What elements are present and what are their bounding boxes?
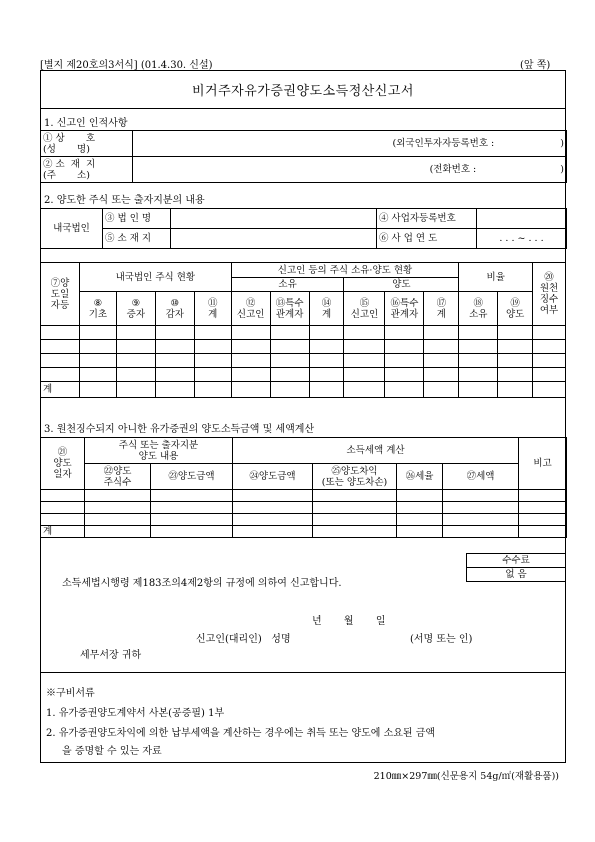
col-transfer-related: ⑯특수 관계자 xyxy=(385,292,424,326)
declaration-statement: 소득세법시행령 제183조의4제2항의 규정에 의하여 신고합니다. xyxy=(62,578,342,589)
section2-heading: 2. 양도한 주식 또는 출자지분의 내용 xyxy=(44,195,205,206)
page-side: (앞 쪽) xyxy=(520,60,551,71)
corp-info-table xyxy=(40,208,567,249)
form-title: 비거주자유가증권양도소득정산신고서 xyxy=(192,84,414,99)
col-ratio-own: ⑱ 소유 xyxy=(459,292,498,326)
total-label: 계 xyxy=(41,526,85,538)
table-row[interactable] xyxy=(41,490,567,502)
biz-year-field[interactable]: . . . ~ . . . xyxy=(477,229,567,249)
domestic-corp-label: 내국법인 xyxy=(41,209,103,249)
declarant-name[interactable]: 신고인(대리인) 성명 xyxy=(196,634,291,645)
name-label: ① 상 호 (성 명) xyxy=(41,131,133,157)
table-row[interactable] xyxy=(41,354,566,368)
close-paren: ) xyxy=(560,138,564,149)
col-own-total: ⑭ 계 xyxy=(309,292,344,326)
section3-heading: 3. 원천징수되지 아니한 유가증권의 양도소득금액 및 세액계산 xyxy=(44,424,315,435)
table-row[interactable] xyxy=(41,340,566,354)
col-shares-count: ㉒양도 주식수 xyxy=(85,464,151,490)
phone-label: (전화번호 : xyxy=(429,164,477,175)
table-row[interactable] xyxy=(41,502,567,514)
shareholding-table xyxy=(40,262,566,398)
own-subheader: 소유 xyxy=(231,278,344,292)
attachments-heading: ※구비서류 xyxy=(46,688,95,699)
col-transfer-amount: ㉓양도금액 xyxy=(151,464,233,490)
holdings-header: 신고인 등의 주식 소유·양도 현황 xyxy=(231,263,459,278)
col-basic: ⑧ 기초 xyxy=(79,292,116,326)
biz-year-label: ⑥ 사 업 연 도 xyxy=(377,229,477,249)
total-label: 계 xyxy=(41,382,80,398)
transfer-date-header: ⑦양 도일 자등 xyxy=(41,263,80,326)
col-tax-amount: ㉗세액 xyxy=(443,464,519,490)
col-decrease: ⑩ 감자 xyxy=(155,292,194,326)
col-increase: ⑨ 증자 xyxy=(116,292,155,326)
corp-name-label: ③ 법 인 명 xyxy=(103,209,171,229)
corp-address-field[interactable] xyxy=(171,229,377,249)
fee-value: 없 음 xyxy=(467,568,566,582)
income-tax-header: 소득세액 계산 xyxy=(233,438,519,464)
col-own-related: ⑬특수 관계자 xyxy=(270,292,309,326)
declaration-date[interactable]: 년 월 일 xyxy=(312,616,386,627)
biz-no-field[interactable] xyxy=(477,209,567,229)
signature-field[interactable]: (서명 또는 인) xyxy=(410,634,473,645)
col-ratio-transfer: ⑲ 양도 xyxy=(498,292,533,326)
withholding-header: ⑳ 원천 징수 여부 xyxy=(533,263,566,326)
corp-address-label: ⑤ 소 재 지 xyxy=(103,229,171,249)
fee-label: 수수료 xyxy=(467,554,566,568)
attachment-item-1: 1. 유가증권양도계약서 사본(공증필) 1부 xyxy=(46,708,225,719)
remarks-header: 비고 xyxy=(519,438,567,490)
table-row[interactable] xyxy=(41,514,567,526)
total-row[interactable] xyxy=(41,526,567,538)
col-tax-transfer-amount: ㉔양도금액 xyxy=(233,464,313,490)
ratio-header: 비율 xyxy=(459,263,533,292)
tax-calc-table xyxy=(40,437,567,538)
col-transfer-declarant: ⑮ 신고인 xyxy=(344,292,385,326)
col-total-domestic: ⑪ 계 xyxy=(194,292,231,326)
col-tax-rate: ㉖세율 xyxy=(397,464,443,490)
section1-heading: 1. 신고인 인적사항 xyxy=(44,118,128,129)
share-transfer-header: 주식 또는 출자지분 양도 내용 xyxy=(85,438,233,464)
attachment-item-2: 2. 유가증권양도차익에 의한 납부세액을 계산하는 경우에는 취득 또는 양도에 소요된 금액 xyxy=(46,728,436,739)
col-capital-gain: ㉕양도차익 (또는 양도차손) xyxy=(313,464,397,490)
name-field[interactable] xyxy=(133,131,567,157)
total-row[interactable] xyxy=(41,382,566,398)
address-field[interactable] xyxy=(133,157,567,183)
fee-box xyxy=(466,553,566,582)
corp-name-field[interactable] xyxy=(171,209,377,229)
section1-table xyxy=(40,130,567,183)
table-row[interactable] xyxy=(41,326,566,340)
close-paren: ) xyxy=(560,164,564,175)
biz-no-label: ④ 사업자등록번호 xyxy=(377,209,477,229)
col-own-declarant: ⑫ 신고인 xyxy=(231,292,270,326)
addressee: 세무서장 귀하 xyxy=(80,650,142,661)
col-transfer-total: ⑰ 계 xyxy=(424,292,459,326)
form-number: [별지 제20호의3서식] (01.4.30. 신설) xyxy=(40,60,213,71)
foreign-investor-no-label: (외국인투자자등록번호 : xyxy=(392,138,495,149)
transfer-date-col: ㉑ 양도 일자 xyxy=(41,438,85,490)
paper-spec: 210㎜×297㎜(신문용지 54g/㎡(재활용품)) xyxy=(373,771,559,782)
address-label: ② 소 재 지 (주 소) xyxy=(41,157,133,183)
table-row[interactable] xyxy=(41,368,566,382)
attachment-item-2-cont: 을 증명할 수 있는 자료 xyxy=(62,746,162,757)
domestic-shares-header: 내국법인 주식 현황 xyxy=(79,263,231,292)
transfer-subheader: 양도 xyxy=(344,278,459,292)
